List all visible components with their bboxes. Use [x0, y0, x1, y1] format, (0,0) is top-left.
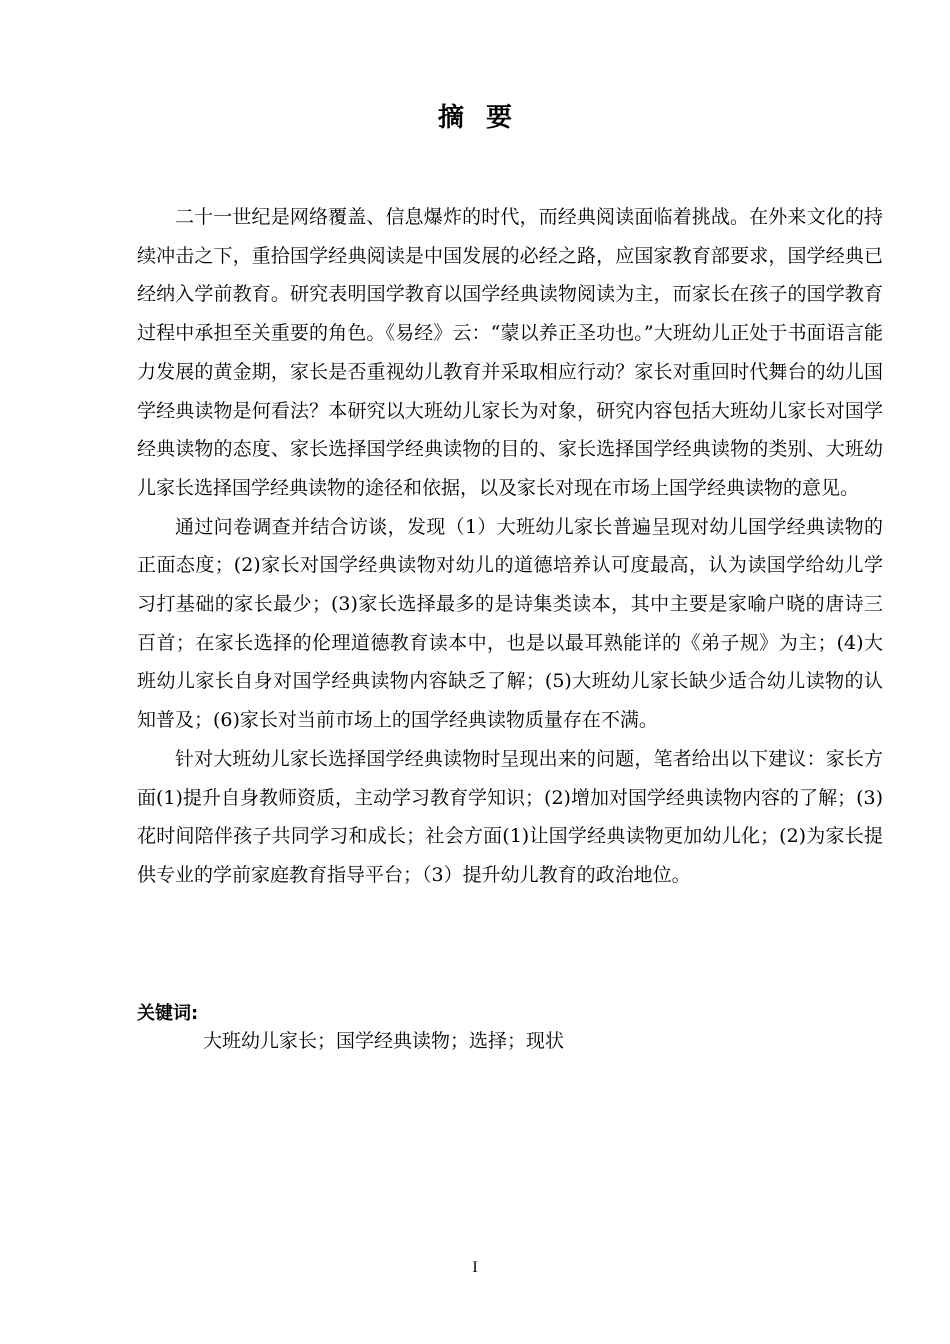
abstract-paragraph-2: 通过问卷调查并结合访谈，发现（1）大班幼儿家长普遍呈现对幼儿国学经典读物的正面态度；(2)家长对国学经典读物对幼儿的道德培养认可度最高，认为读国学给幼儿学习打基础的家长最少；(3)家长选择最多的是诗集类读本，其中主要是家喻户晓的唐诗三百首；在家长选择的伦理道德教育读本中，也是以最耳熟能详的《弟子规》为主；(4)大班幼儿家长自身对国学经典读物内容缺乏了解；(5)大班幼儿家长缺少适合幼儿读物的认知普及；(6)家长对当前市场上的国学经典读物质量存在不满。: [137, 515, 883, 732]
abstract-body: [137, 198, 883, 895]
abstract-paragraph-1: 二十一世纪是网络覆盖、信息爆炸的时代，而经典阅读面临着挑战。在外来文化的持续冲击之下，重拾国学经典阅读是中国发展的必经之路，应国家教育部要求，国学经典已经纳入学前教育。研究表明国学教育以国学经典读物阅读为主，而家长在孩子的国学教育过程中承担至关重要的角色。《易经》云：“蒙以养正圣功也。”大班幼儿正处于书面语言能力发展的黄金期，家长是否重视幼儿教育并采取相应行动？家长对重回时代舞台的幼儿国学经典读物是何看法？本研究以大班幼儿家长为对象，研究内容包括大班幼儿家长对国学经典读物的态度、家长选择国学经典读物的目的、家长选择国学经典读物的类别、大班幼儿家长选择国学经典读物的途径和依据，以及家长对现在市场上国学经典读物的意见。: [137, 206, 883, 499]
keywords-value: 大班幼儿家长；国学经典读物；选择；现状: [203, 1030, 565, 1052]
page-number: I: [472, 1259, 478, 1276]
abstract-paragraph-3: 针对大班幼儿家长选择国学经典读物时呈现出来的问题，笔者给出以下建议：家长方面(1)提升自身教师资质，主动学习教育学知识；(2)增加对国学经典读物内容的了解；(3)花时间陪伴孩子共同学习和成长；社会方面(1)让国学经典读物更加幼儿化；(2)为家长提供专业的学前家庭教育指导平台；（3）提升幼儿教育的政治地位。: [137, 747, 883, 886]
page-title: 摘要: [437, 103, 534, 133]
keywords-label: 关键词:: [137, 1003, 199, 1024]
